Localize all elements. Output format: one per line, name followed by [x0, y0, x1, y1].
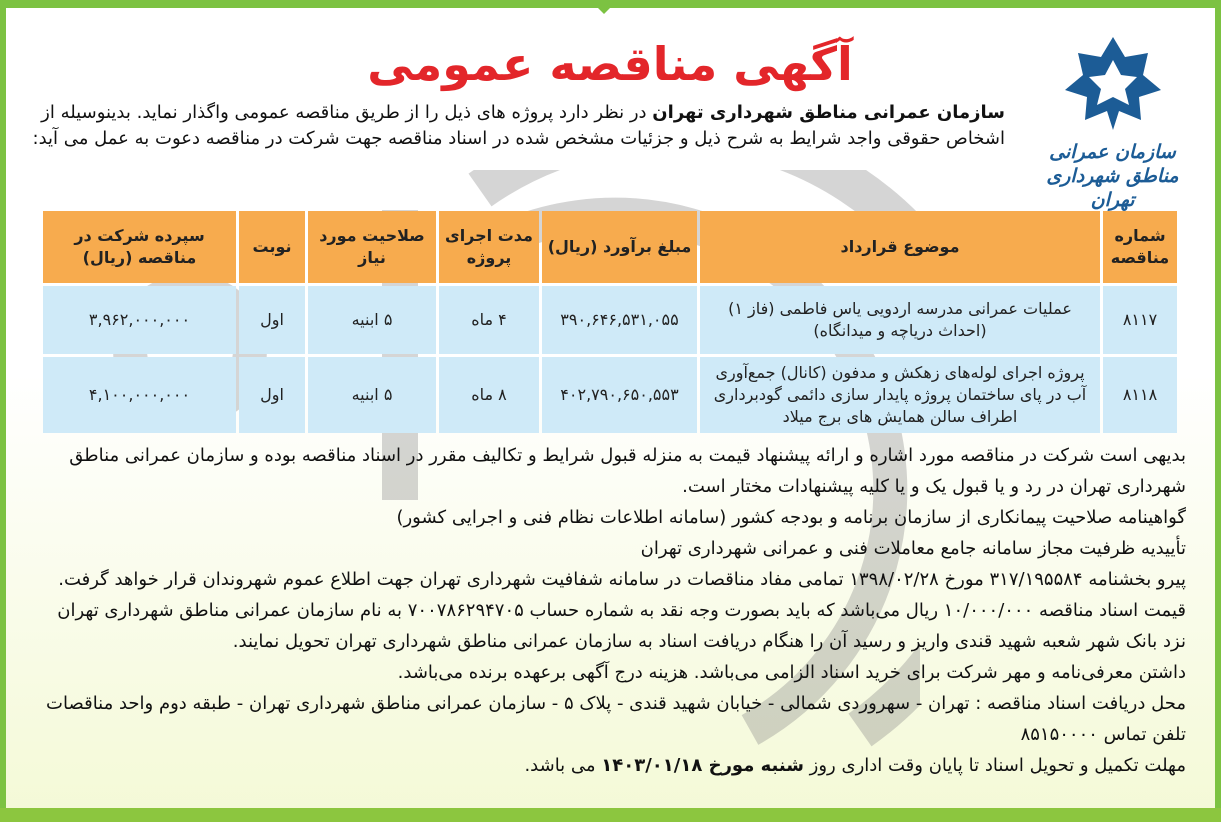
condition-paragraph: قیمت اسناد مناقصه ۱۰/۰۰۰/۰۰۰ ریال می‌باشد که باید بصورت وجه نقد به شماره حساب ۷۰۰۷۸۶۲۹۴۷۰۵ به نام سازمان عمرانی مناطق شهرداری تهران نزد بانک شهر شعبه شهید قندی واریز و رسید آن را هنگام دریافت اسناد به سازمان عمرانی مناطق شهرداری تهران تحویل نمایند. [57, 600, 1186, 652]
cell-round: اول [239, 357, 305, 433]
cell-subject: پروژه اجرای لوله‌های زهکش و مدفون (کانال) جمع‌آوری آب در پای ساختمان پروژه پایدار سازی دائمی گودبرداری اطراف سالن همایش های برج میلاد [700, 357, 1100, 433]
org-name: سازمان عمرانی مناطق شهرداری تهران [652, 102, 1005, 123]
cell-deposit: ۴,۱۰۰,۰۰۰,۰۰۰ [43, 357, 236, 433]
table-row [43, 286, 1177, 354]
cell-number: ۸۱۱۸ [1103, 357, 1177, 433]
condition-paragraph: تأییدیه ظرفیت مجاز سامانه جامع معاملات فنی و عمرانی شهرداری تهران [640, 538, 1186, 559]
header-subject: موضوع قرارداد [700, 211, 1100, 283]
deadline-paragraph [34, 750, 1186, 781]
cell-duration: ۸ ماه [439, 357, 539, 433]
header-round: نوبت [239, 211, 305, 283]
logo-text: سازمان عمرانی مناطق شهرداری تهران [1046, 141, 1179, 211]
intro-paragraph [30, 100, 1005, 204]
ad-title: آگهی مناقصه عمومی [367, 37, 853, 91]
condition-paragraph: محل دریافت اسناد مناقصه : تهران - سهروردی شمالی - خیابان شهید قندی - پلاک ۵ - سازمان عمرانی مناطق شهرداری تهران - طبقه دوم واحد مناقصات تلفن تماس ۸۵۱۵۰۰۰۰ [46, 693, 1186, 745]
condition-paragraph: داشتن معرفی‌نامه و مهر شرکت برای خرید اسناد الزامی می‌باشد. هزینه درج آگهی برعهده برنده می‌باشد. [397, 662, 1186, 683]
cell-subject: عملیات عمرانی مدرسه اردویی یاس فاطمی (فاز ۱) (احداث دریاچه و میدانگاه) [700, 286, 1100, 354]
deadline-post: می باشد. [524, 755, 602, 776]
table-header-row [43, 211, 1177, 283]
content-column [30, 0, 1190, 805]
cell-deposit: ۳,۹۶۲,۰۰۰,۰۰۰ [43, 286, 236, 354]
intro-text: در نظر دارد پروژه های ذیل را از طریق مناقصه عمومی واگذار نماید. بدینوسیله از اشخاص حقوقی واجد شرایط به شرح ذیل و جزئیات مشخص شده در اسناد مناقصه جهت شرکت در مناقصه دعوت به عمل می آید: [32, 102, 1005, 149]
cell-estimate: ۳۹۰,۶۴۶,۵۳۱,۰۵۵ [542, 286, 697, 354]
cell-qualification: ۵ ابنیه [308, 357, 436, 433]
cell-estimate: ۴۰۲,۷۹۰,۶۵۰,۵۵۳ [542, 357, 697, 433]
table-row [43, 357, 1177, 433]
deadline-date: شنبه مورخ ۱۴۰۳/۰۱/۱۸ [601, 755, 804, 776]
cell-duration: ۴ ماه [439, 286, 539, 354]
header-qualification: صلاحیت مورد نیاز [308, 211, 436, 283]
tender-table [40, 208, 1180, 436]
condition-paragraph: بدیهی است شرکت در مناقصه مورد اشاره و ارائه پیشنهاد قیمت به منزله قبول شرایط و تکالیف مقرر در اسناد مناقصه بوده و سازمان عمرانی مناطق شهرداری تهران در رد و یا قبول یک و یا کلیه پیشنهادات مختار است. [69, 445, 1186, 497]
condition-paragraph: گواهینامه صلاحیت پیمانکاری از سازمان برنامه و بودجه کشور (سامانه اطلاعات نظام فنی و اجرایی کشور) [396, 507, 1186, 528]
conditions-text [34, 440, 1186, 781]
cell-number: ۸۱۱۷ [1103, 286, 1177, 354]
header-estimate: مبلغ برآورد (ریال) [542, 211, 697, 283]
cell-round: اول [239, 286, 305, 354]
deadline-pre: مهلت تکمیل و تحویل اسناد تا پایان وقت اداری روز [803, 755, 1186, 776]
header-duration: مدت اجرای پروژه [439, 211, 539, 283]
bottom-bar [0, 808, 1221, 822]
header-number: شماره مناقصه [1103, 211, 1177, 283]
cell-qualification: ۵ ابنیه [308, 286, 436, 354]
condition-paragraph: پیرو بخشنامه ۳۱۷/۱۹۵۵۸۴ مورخ ۱۳۹۸/۰۲/۲۸ تمامی مفاد مناقصات در سامانه شفافیت شهرداری تهران جهت اطلاع عموم شهروندان قرار خواهد گرفت. [58, 569, 1186, 590]
header-deposit: سپرده شرکت در مناقصه (ریال) [43, 211, 236, 283]
